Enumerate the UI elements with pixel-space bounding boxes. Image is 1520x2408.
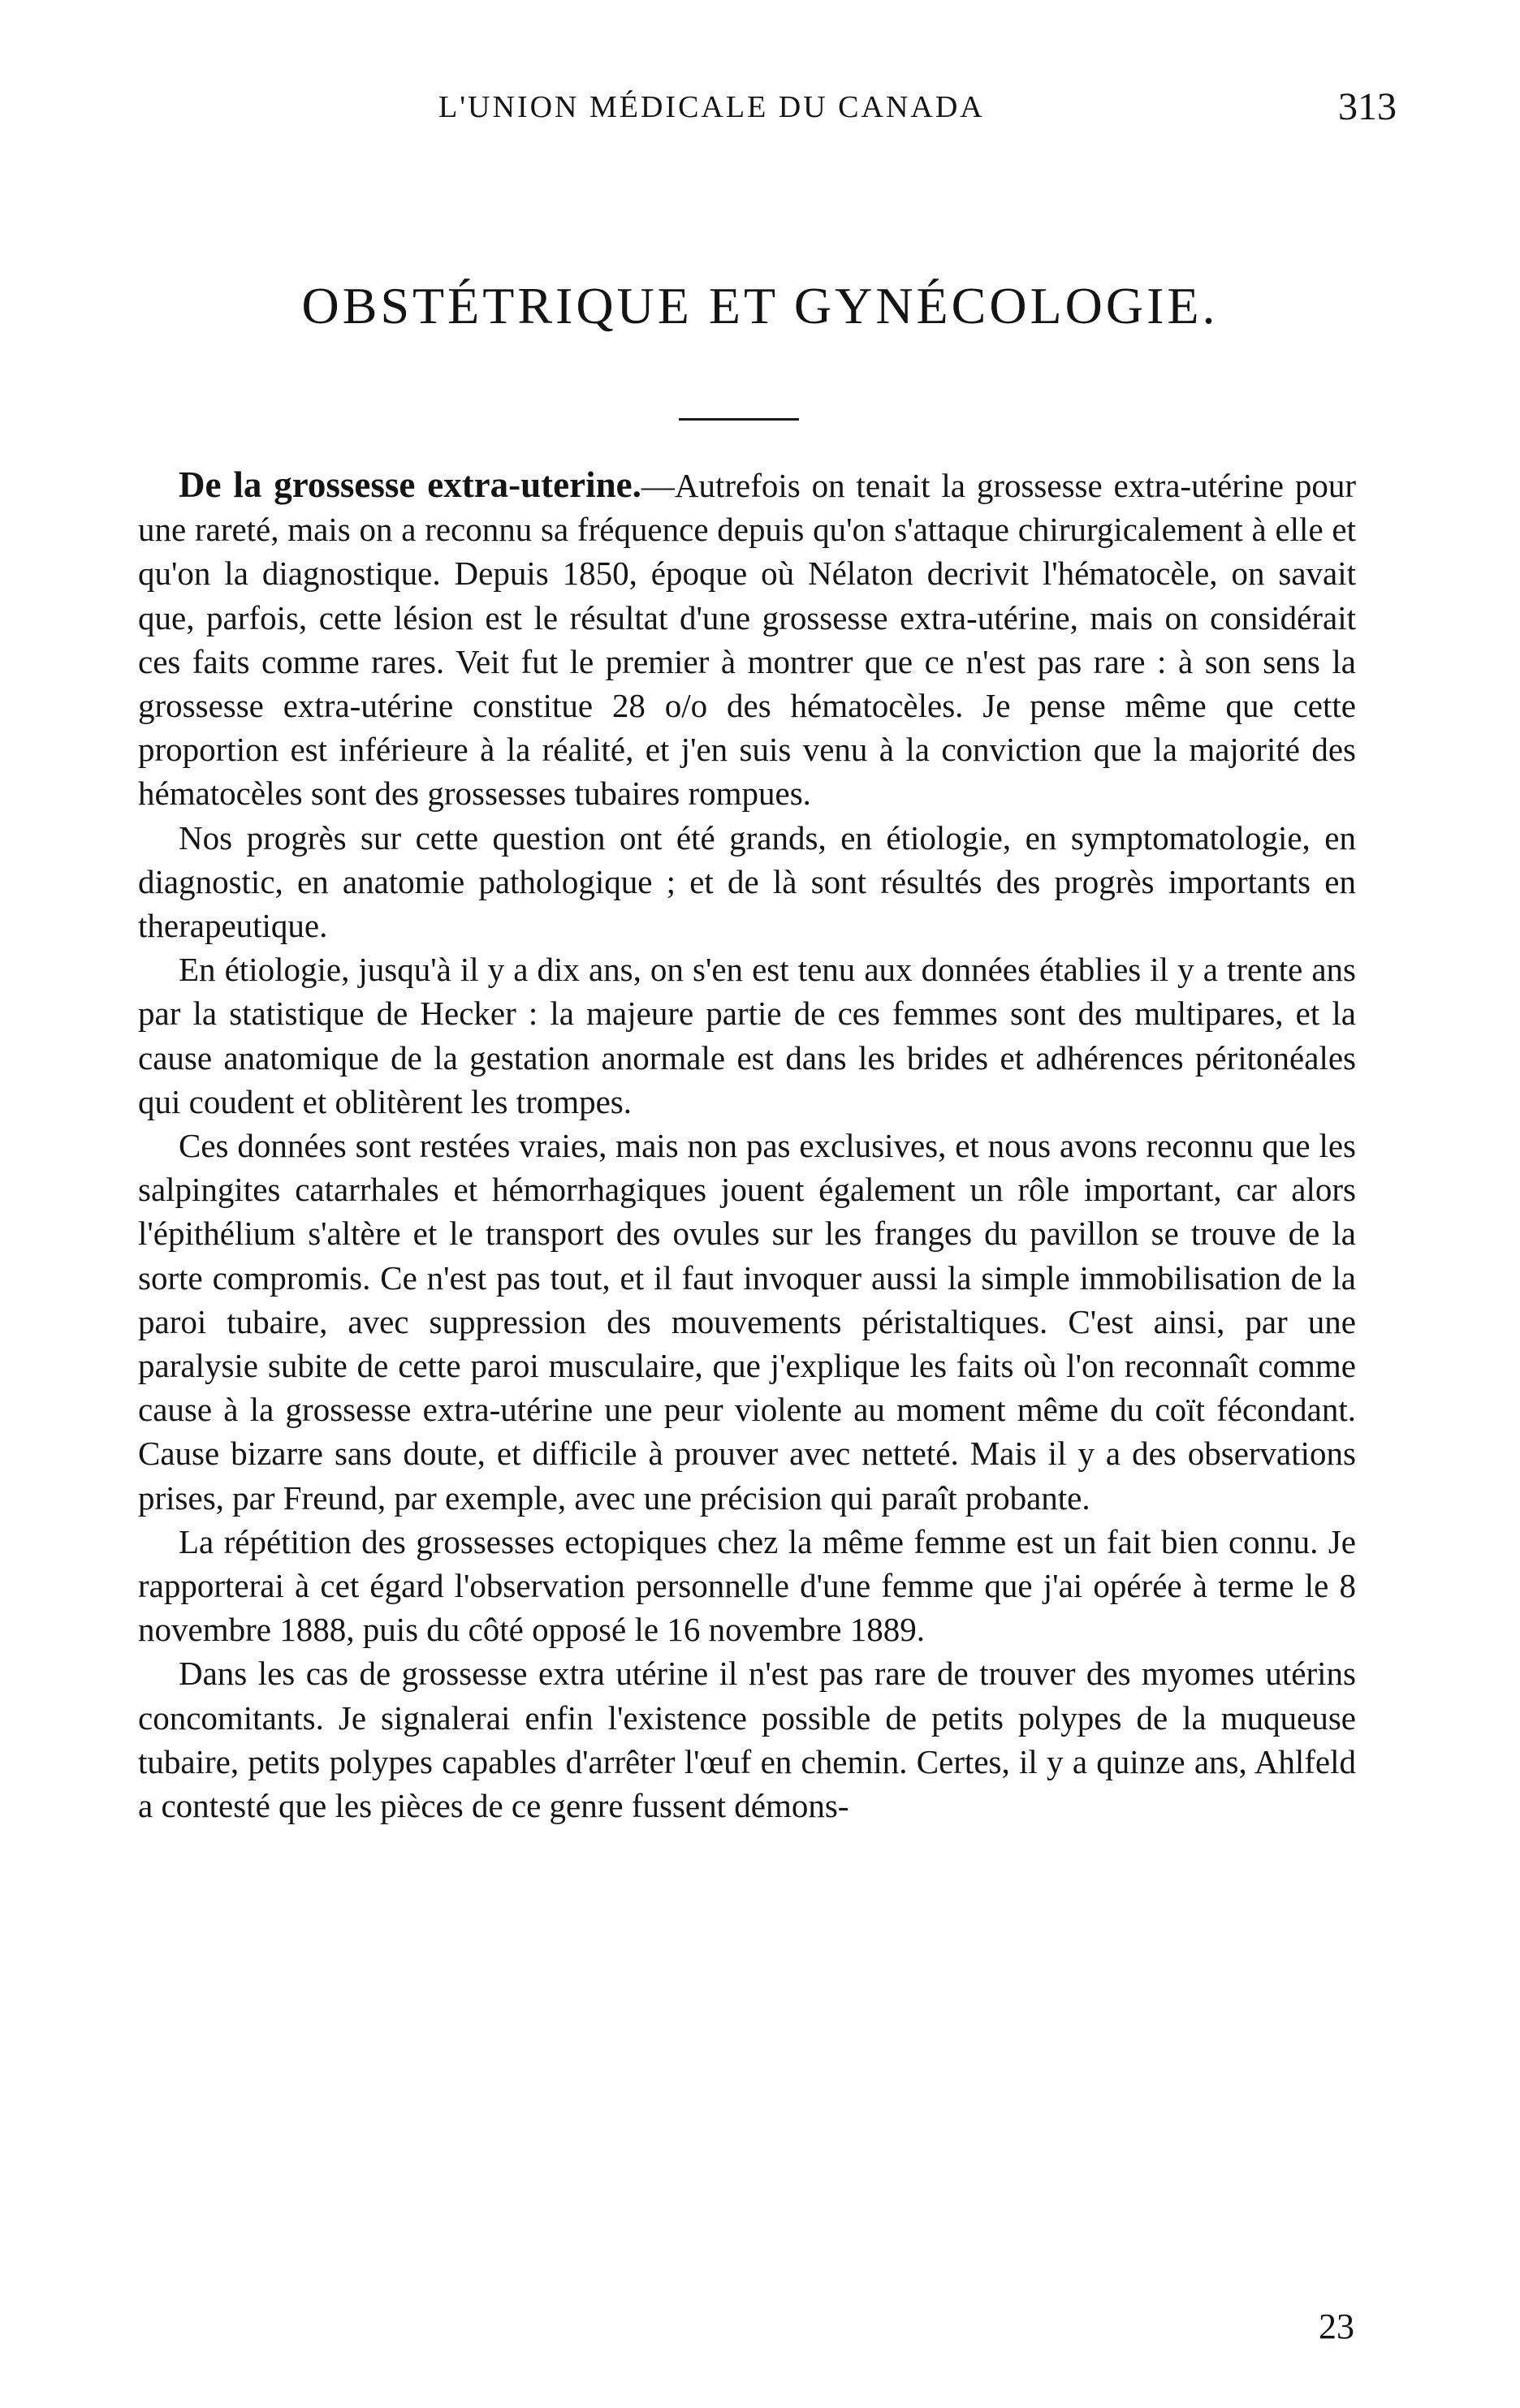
signature-mark: 23 <box>1319 2307 1354 2346</box>
article-title: De la grossesse extra-uterine. <box>179 464 641 505</box>
section-title: OBSTÉTRIQUE ET GYNÉCOLOGIE. <box>301 277 1219 334</box>
article-paragraph: La répétition des grossesses ectopiques chez la même femme est un fait bien connu. Je rapporterai à cet égard l'observation personnelle d'une femme que j'ai opérée à terme le 8 novembre 1888, puis du côté opposé le 16 novembre 1889. <box>138 1522 1356 1649</box>
article-paragraph: Nos progrès sur cette question ont été grands, en étiologie, en symptomatologie, en diagnostic, en anatomie pathologique ; et de là sont résultés des progrès importants en therapeutique. <box>138 818 1356 945</box>
paragraph-text: —Autrefois on tenait la grossesse extra-utérine pour une rareté, mais on a reconnu sa fréquence depuis qu'on s'attaque chirurgicalement à elle et qu'on la diagnostique. Depuis 1850, époque où Nélaton decrivit l'hématocèle, on savait que, parfois, cette lésion est le résultat d'une grossesse extra-utérine, mais on considérait ces faits comme rares. Veit fut le premier à montrer que ce n'est pas rare : à son sens la grossesse extra-utérine constitue 28 o/o des hématocèles. Je pense même que cette proportion est inférieure à la réalité, et j'en suis venu à la conviction que la majorité des hématocèles sont des grossesses tubaires rompues. <box>138 467 1356 813</box>
running-header <box>138 85 1397 138</box>
article-paragraph: Dans les cas de grossesse extra utérine il n'est pas rare de trouver des myomes utérins concomitants. Je signalerai enfin l'existence possible de petits polypes de la muqueuse tubaire, petits polypes capables d'arrêter l'œuf en chemin. Certes, il y a quinze ans, Ahlfeld a contesté que les pièces de ce genre fussent démons- <box>138 1655 1356 1825</box>
title-rule-divider <box>679 418 799 421</box>
running-title: L'UNION MÉDICALE DU CANADA <box>438 90 985 124</box>
article-paragraph <box>138 463 1356 816</box>
article-body <box>138 463 1356 1828</box>
article-paragraph: En étiologie, jusqu'à il y a dix ans, on s'en est tenu aux données établies il y a trente ans par la statistique de Hecker : la majeure partie de ces femmes sont des multipares, et la cause anatomique de la gestation anormale est dans les brides et adhérences péritonéales qui coudent et oblitèrent les trompes. <box>138 951 1356 1120</box>
article-paragraph: Ces données sont restées vraies, mais non pas exclusives, et nous avons reconnu que les salpingites catarrhales et hémorrhagiques jouent également un rôle important, car alors l'épithélium s'altère et le transport des ovules sur les franges du pavillon se trouve de la sorte compromis. Ce n'est pas tout, et il faut invoquer aussi la simple immobilisation de la paroi tubaire, avec suppression des mouvements péristaltiques. C'est ainsi, par une paralysie subite de cette paroi musculaire, que j'explique les faits où l'on reconnaît comme cause à la grossesse extra-utérine une peur violente au moment même du coït fécondant. Cause bizarre sans doute, et difficile à prouver avec netteté. Mais il y a des observations prises, par Freund, par exemple, avec une précision qui paraît probante. <box>138 1127 1356 1517</box>
page-number: 313 <box>1338 85 1397 128</box>
